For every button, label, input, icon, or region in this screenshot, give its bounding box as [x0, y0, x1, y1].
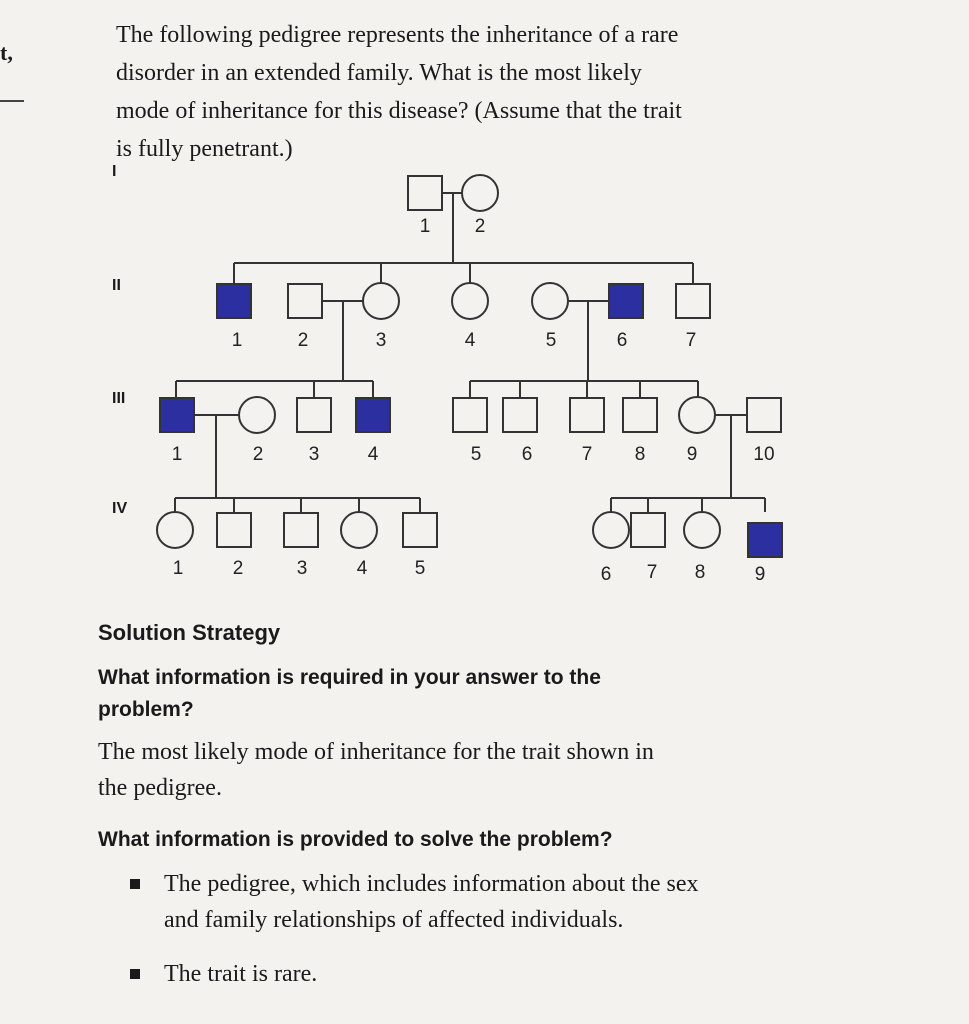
pedigree-number: 5 — [414, 558, 426, 579]
pedigree-IV-9-affected-male — [748, 523, 782, 557]
pedigree-number: 3 — [308, 444, 320, 465]
pedigree-number: 5 — [470, 444, 482, 465]
bullet-square-icon — [130, 879, 140, 889]
question-line: The following pedigree represents the inheritance of a rare — [116, 22, 679, 48]
pedigree-number: 7 — [685, 330, 697, 351]
pedigree-number: 2 — [474, 216, 486, 237]
pedigree-IV-2-male — [217, 513, 251, 547]
bullet-line: and family relationships of affected individuals. — [164, 907, 624, 933]
pedigree-number: 6 — [600, 564, 612, 585]
pedigree-number: 7 — [581, 444, 593, 465]
pedigree-number: 3 — [296, 558, 308, 579]
pedigree-number: 4 — [356, 558, 368, 579]
question-line: is fully penetrant.) — [116, 136, 293, 162]
provided-info-heading: What information is provided to solve the problem? — [98, 828, 613, 851]
pedigree-number: 2 — [297, 330, 309, 351]
pedigree-IV-1-female — [157, 512, 193, 548]
pedigree-IV-5-male — [403, 513, 437, 547]
pedigree-number: 5 — [545, 330, 557, 351]
pedigree-number: 1 — [172, 558, 184, 579]
pedigree-IV-7-male — [631, 513, 665, 547]
pedigree-II-4-female — [452, 283, 488, 319]
pedigree-number: 2 — [252, 444, 264, 465]
question-line: mode of inheritance for this disease? (Assume that the trait — [116, 98, 682, 124]
bullet-line: The pedigree, which includes information about the sex — [164, 871, 699, 897]
pedigree-number: 6 — [521, 444, 533, 465]
pedigree-III-9-female — [679, 397, 715, 433]
pedigree-IV-3-male — [284, 513, 318, 547]
answer-line: The most likely mode of inheritance for the trait shown in — [98, 739, 654, 765]
solution-strategy-heading: Solution Strategy — [98, 620, 281, 645]
question-text — [116, 16, 816, 168]
answer-line: the pedigree. — [98, 775, 222, 801]
pedigree-number: 9 — [686, 444, 698, 465]
pedigree-II-7-male — [676, 284, 710, 318]
pedigree-II-3-female — [363, 283, 399, 319]
pedigree-III-2-female — [239, 397, 275, 433]
pedigree-IV-8-female — [684, 512, 720, 548]
generation-label-I: I — [112, 163, 117, 180]
pedigree-number: 1 — [419, 216, 431, 237]
pedigree-number: 6 — [616, 330, 628, 351]
pedigree-IV-6-female — [593, 512, 629, 548]
pedigree-III-4-affected-male — [356, 398, 390, 432]
pedigree-number: 4 — [464, 330, 476, 351]
heading-line: What information is required in your answer to the — [98, 666, 601, 689]
pedigree-number: 4 — [367, 444, 379, 465]
generation-label-II: II — [112, 277, 121, 294]
pedigree-chart — [0, 150, 969, 590]
pedigree-number: 3 — [375, 330, 387, 351]
pedigree-I-2-female — [462, 175, 498, 211]
pedigree-III-3-male — [297, 398, 331, 432]
required-info-heading — [98, 662, 758, 726]
pedigree-number: 1 — [231, 330, 243, 351]
required-info-answer — [98, 734, 818, 806]
question-line: disorder in an extended family. What is the most likely — [116, 60, 642, 86]
pedigree-III-8-male — [623, 398, 657, 432]
pedigree-III-6-male — [503, 398, 537, 432]
bullet-line: The trait is rare. — [164, 961, 318, 987]
pedigree-number: 10 — [753, 444, 775, 465]
pedigree-III-5-male — [453, 398, 487, 432]
pedigree-number: 1 — [171, 444, 183, 465]
pedigree-II-6-affected-male — [609, 284, 643, 318]
pedigree-number: 7 — [646, 562, 658, 583]
margin-rule — [0, 100, 24, 102]
heading-line: problem? — [98, 698, 194, 721]
pedigree-number: 9 — [754, 564, 766, 585]
pedigree-IV-4-female — [341, 512, 377, 548]
pedigree-II-2-male — [288, 284, 322, 318]
pedigree-number: 8 — [634, 444, 646, 465]
pedigree-III-10-male — [747, 398, 781, 432]
pedigree-III-1-affected-male — [160, 398, 194, 432]
pedigree-number: 2 — [232, 558, 244, 579]
generation-label-IV: IV — [112, 500, 128, 517]
pedigree-I-1-male — [408, 176, 442, 210]
pedigree-III-7-male — [570, 398, 604, 432]
margin-fragment: t, — [0, 40, 13, 65]
pedigree-II-1-affected-male — [217, 284, 251, 318]
generation-label-III: III — [112, 390, 126, 407]
bullet-square-icon — [130, 969, 140, 979]
pedigree-II-5-female — [532, 283, 568, 319]
pedigree-number: 8 — [694, 562, 706, 583]
